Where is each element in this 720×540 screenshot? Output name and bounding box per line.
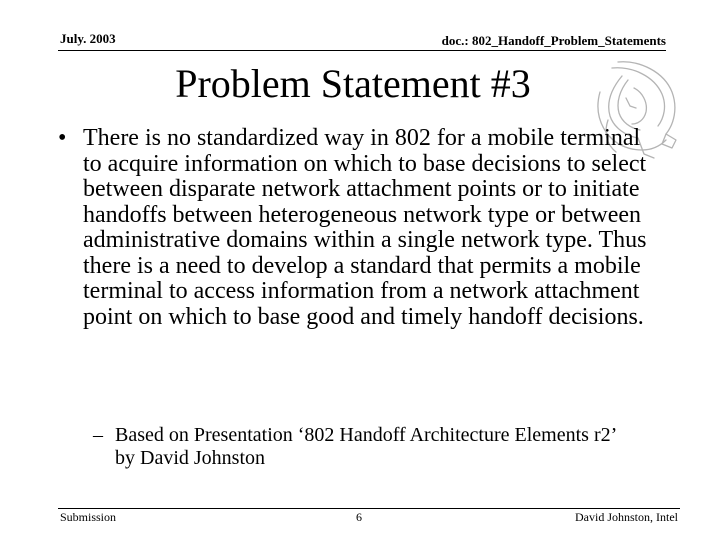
slide-title: Problem Statement #3 [175,61,531,106]
footer-author: David Johnston, Intel [575,510,678,524]
bullet-text: There is no standardized way in 802 for a mobile terminal to acquire information on which to base decisions to select between disparate network attachment points or to initiate handoffs between heterogeneous network type or between administrative domains within a single network type. Thus there is a need to develop a standard that permits a mobile terminal to access information from a network attachment point on which to base good and timely handoff decisions. [83,125,647,330]
sub-bullet-item [93,424,633,470]
sub-bullet-marker: – [93,424,103,446]
footer-page-number: 6 [356,510,362,524]
footer-divider [58,508,680,509]
header-date: July. 2003 [60,31,116,46]
header-doc-id: doc.: 802_Handoff_Problem_Statements [441,33,666,48]
sub-bullet-text: Based on Presentation ‘802 Handoff Architecture Elements r2’ by David Johnston [115,424,616,469]
footer-submission: Submission [60,510,117,524]
header-divider [58,50,666,51]
bullet-item [58,126,648,330]
bullet-marker: • [58,125,67,151]
